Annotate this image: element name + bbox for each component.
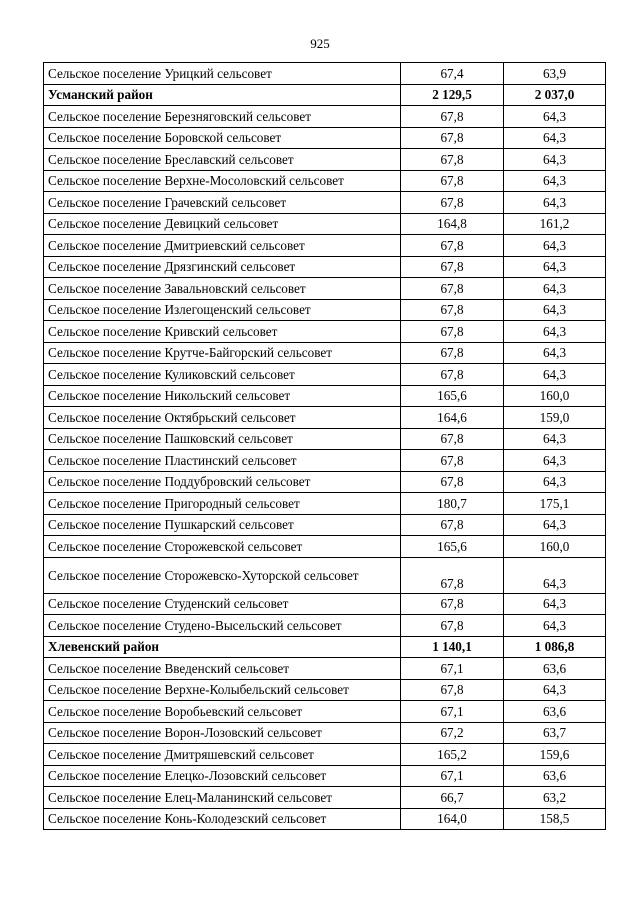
value-2-cell: 64,3 — [504, 235, 606, 257]
name-cell: Сельское поселение Дрязгинский сельсовет — [44, 256, 401, 278]
name-cell: Сельское поселение Студенский сельсовет — [44, 593, 401, 615]
value-2-cell: 63,6 — [504, 701, 606, 723]
value-2-cell: 63,6 — [504, 765, 606, 787]
table-row — [44, 701, 606, 723]
name-cell: Сельское поселение Пушкарский сельсовет — [44, 514, 401, 536]
table-row — [44, 192, 606, 214]
value-2-cell: 64,3 — [504, 679, 606, 701]
table-row — [44, 615, 606, 637]
value-1-cell: 165,6 — [401, 536, 504, 558]
name-cell: Сельское поселение Березняговский сельсовет — [44, 106, 401, 128]
value-2-cell: 64,3 — [504, 342, 606, 364]
value-1-cell: 67,8 — [401, 256, 504, 278]
name-cell: Сельское поселение Введенский сельсовет — [44, 658, 401, 680]
name-cell: Сельское поселение Пашковский сельсовет — [44, 428, 401, 450]
value-1-cell: 180,7 — [401, 493, 504, 515]
name-cell: Сельское поселение Ворон-Лозовский сельсовет — [44, 722, 401, 744]
name-cell: Сельское поселение Грачевский сельсовет — [44, 192, 401, 214]
value-1-cell: 67,1 — [401, 658, 504, 680]
table-row — [44, 536, 606, 558]
value-2-cell: 159,6 — [504, 744, 606, 766]
table-row — [44, 808, 606, 830]
value-1-cell: 67,4 — [401, 63, 504, 85]
name-cell: Сельское поселение Пригородный сельсовет — [44, 493, 401, 515]
table-row — [44, 170, 606, 192]
table-row — [44, 744, 606, 766]
value-2-cell: 64,3 — [504, 428, 606, 450]
table-body — [44, 63, 606, 830]
value-1-cell: 67,8 — [401, 342, 504, 364]
value-1-cell: 67,8 — [401, 679, 504, 701]
table-row — [44, 557, 606, 593]
table-row — [44, 278, 606, 300]
value-2-cell: 2 037,0 — [504, 84, 606, 106]
name-cell: Сельское поселение Излегощенский сельсовет — [44, 299, 401, 321]
name-cell: Сельское поселение Поддубровский сельсовет — [44, 471, 401, 493]
value-1-cell: 67,2 — [401, 722, 504, 744]
district-row — [44, 636, 606, 658]
value-1-cell: 67,1 — [401, 701, 504, 723]
table-row — [44, 679, 606, 701]
value-1-cell: 67,8 — [401, 299, 504, 321]
name-cell: Сельское поселение Кривский сельсовет — [44, 321, 401, 343]
value-1-cell: 67,8 — [401, 615, 504, 637]
name-cell: Сельское поселение Крутче-Байгорский сельсовет — [44, 342, 401, 364]
value-2-cell: 63,7 — [504, 722, 606, 744]
table-row — [44, 364, 606, 386]
value-1-cell: 67,8 — [401, 235, 504, 257]
value-2-cell: 64,3 — [504, 299, 606, 321]
name-cell: Сельское поселение Елецко-Лозовский сельсовет — [44, 765, 401, 787]
value-2-cell: 64,3 — [504, 557, 606, 593]
value-2-cell: 64,3 — [504, 364, 606, 386]
value-2-cell: 64,3 — [504, 149, 606, 171]
value-2-cell: 64,3 — [504, 450, 606, 472]
name-cell: Усманский район — [44, 84, 401, 106]
name-cell: Сельское поселение Урицкий сельсовет — [44, 63, 401, 85]
value-2-cell: 64,3 — [504, 471, 606, 493]
name-cell: Сельское поселение Завальновский сельсовет — [44, 278, 401, 300]
value-2-cell: 63,6 — [504, 658, 606, 680]
value-1-cell: 165,2 — [401, 744, 504, 766]
table-row — [44, 106, 606, 128]
value-2-cell: 64,3 — [504, 514, 606, 536]
table-row — [44, 321, 606, 343]
value-1-cell: 164,6 — [401, 407, 504, 429]
name-cell: Сельское поселение Боровской сельсовет — [44, 127, 401, 149]
value-2-cell: 64,3 — [504, 321, 606, 343]
table-row — [44, 385, 606, 407]
table-row — [44, 493, 606, 515]
name-cell: Сельское поселение Елец-Маланинский сельсовет — [44, 787, 401, 809]
value-2-cell: 161,2 — [504, 213, 606, 235]
table-row — [44, 407, 606, 429]
name-cell: Сельское поселение Бреславский сельсовет — [44, 149, 401, 171]
name-cell: Сельское поселение Девицкий сельсовет — [44, 213, 401, 235]
name-cell: Сельское поселение Октябрьский сельсовет — [44, 407, 401, 429]
value-1-cell: 67,8 — [401, 514, 504, 536]
name-cell: Хлевенский район — [44, 636, 401, 658]
table-row — [44, 127, 606, 149]
value-1-cell: 67,8 — [401, 557, 504, 593]
value-2-cell: 63,9 — [504, 63, 606, 85]
district-row — [44, 84, 606, 106]
table-row — [44, 514, 606, 536]
value-2-cell: 64,3 — [504, 593, 606, 615]
table-row — [44, 593, 606, 615]
name-cell: Сельское поселение Конь-Колодезский сельсовет — [44, 808, 401, 830]
name-cell: Сельское поселение Студено-Высельский сельсовет — [44, 615, 401, 637]
name-cell: Сельское поселение Сторожевско-Хуторской сельсовет — [44, 557, 401, 593]
name-cell: Сельское поселение Пластинский сельсовет — [44, 450, 401, 472]
value-2-cell: 64,3 — [504, 256, 606, 278]
value-1-cell: 67,8 — [401, 149, 504, 171]
value-1-cell: 67,8 — [401, 127, 504, 149]
value-1-cell: 67,8 — [401, 428, 504, 450]
table-row — [44, 299, 606, 321]
table-row — [44, 213, 606, 235]
budget-table — [43, 62, 606, 830]
name-cell: Сельское поселение Сторожевской сельсовет — [44, 536, 401, 558]
name-cell: Сельское поселение Дмитриевский сельсовет — [44, 235, 401, 257]
value-1-cell: 66,7 — [401, 787, 504, 809]
value-1-cell: 67,8 — [401, 450, 504, 472]
value-2-cell: 158,5 — [504, 808, 606, 830]
table-row — [44, 63, 606, 85]
value-2-cell: 160,0 — [504, 385, 606, 407]
table-row — [44, 787, 606, 809]
name-cell: Сельское поселение Куликовский сельсовет — [44, 364, 401, 386]
table-row — [44, 342, 606, 364]
value-2-cell: 175,1 — [504, 493, 606, 515]
table-row — [44, 450, 606, 472]
value-2-cell: 64,3 — [504, 127, 606, 149]
value-1-cell: 2 129,5 — [401, 84, 504, 106]
page-number: 925 — [310, 36, 330, 51]
value-1-cell: 67,8 — [401, 106, 504, 128]
value-1-cell: 164,8 — [401, 213, 504, 235]
value-2-cell: 63,2 — [504, 787, 606, 809]
table-row — [44, 235, 606, 257]
table-row — [44, 471, 606, 493]
table-row — [44, 428, 606, 450]
value-1-cell: 165,6 — [401, 385, 504, 407]
table-row — [44, 658, 606, 680]
value-1-cell: 164,0 — [401, 808, 504, 830]
value-2-cell: 64,3 — [504, 192, 606, 214]
value-1-cell: 67,1 — [401, 765, 504, 787]
value-1-cell: 67,8 — [401, 192, 504, 214]
value-2-cell: 64,3 — [504, 106, 606, 128]
name-cell: Сельское поселение Воробьевский сельсовет — [44, 701, 401, 723]
value-1-cell: 67,8 — [401, 278, 504, 300]
value-1-cell: 67,8 — [401, 593, 504, 615]
value-1-cell: 67,8 — [401, 321, 504, 343]
table-row — [44, 765, 606, 787]
name-cell: Сельское поселение Верхне-Мосоловский сельсовет — [44, 170, 401, 192]
value-1-cell: 67,8 — [401, 471, 504, 493]
value-2-cell: 1 086,8 — [504, 636, 606, 658]
value-1-cell: 67,8 — [401, 170, 504, 192]
table-row — [44, 256, 606, 278]
table-row — [44, 722, 606, 744]
value-2-cell: 160,0 — [504, 536, 606, 558]
value-2-cell: 64,3 — [504, 615, 606, 637]
name-cell: Сельское поселение Верхне-Колыбельский сельсовет — [44, 679, 401, 701]
name-cell: Сельское поселение Дмитряшевский сельсовет — [44, 744, 401, 766]
value-1-cell: 67,8 — [401, 364, 504, 386]
value-2-cell: 64,3 — [504, 170, 606, 192]
table-row — [44, 149, 606, 171]
value-1-cell: 1 140,1 — [401, 636, 504, 658]
value-2-cell: 64,3 — [504, 278, 606, 300]
value-2-cell: 159,0 — [504, 407, 606, 429]
name-cell: Сельское поселение Никольский сельсовет — [44, 385, 401, 407]
